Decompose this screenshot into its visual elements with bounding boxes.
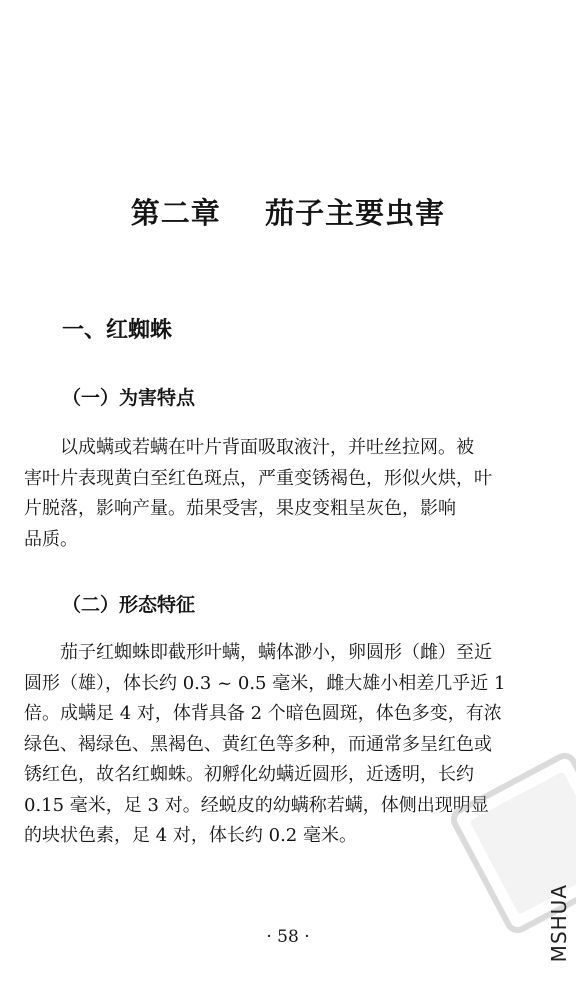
page-number: · 58 · bbox=[266, 927, 310, 947]
subsection-heading-morphology: （二）形态特征 bbox=[62, 594, 196, 616]
section-heading: 一、红蜘蛛 bbox=[62, 318, 173, 343]
paragraph-damage bbox=[24, 433, 504, 555]
paragraph-line: 0.15 毫米，足 3 对。经蜕皮的幼螨称若螨，体侧出现明显 bbox=[24, 794, 489, 816]
chapter-title: 第二章 茄子主要虫害 bbox=[130, 196, 446, 230]
paragraph-morphology bbox=[24, 638, 504, 852]
watermark-text: MSHUA bbox=[547, 884, 571, 963]
subsection-heading-damage: （一）为害特点 bbox=[62, 387, 196, 409]
paragraph-line: 绿色、褐绿色、黑褐色、黄红色等多种，而通常多呈红色或 bbox=[24, 733, 492, 755]
paragraph-line: 锈红色，故名红蜘蛛。初孵化幼螨近圆形，近透明，长约 bbox=[24, 764, 474, 785]
paragraph-line: 倍。成螨足 4 对，体背具备 2 个暗色圆斑，体色多变，有浓 bbox=[24, 703, 502, 724]
paragraph-line: 以成螨或若螨在叶片背面吸取液汁，并吐丝拉网。被 bbox=[60, 437, 474, 458]
paragraph-line: 片脱落，影响产量。茄果受害，果皮变粗呈灰色，影响 bbox=[24, 498, 456, 519]
paragraph-line: 害叶片表现黄白至红色斑点，严重变锈褐色，形似火烘，叶 bbox=[24, 467, 492, 489]
paragraph-line: 圆形（雄），体长约 0.3 ~ 0.5 毫米，雌大雄小相差几乎近 1 bbox=[24, 672, 506, 694]
paragraph-line: 茄子红蜘蛛即截形叶螨，螨体渺小，卵圆形（雌）至近 bbox=[60, 642, 492, 663]
paragraph-line: 品质。 bbox=[24, 528, 78, 550]
paragraph-line: 的块状色素，足 4 对，体长约 0.2 毫米。 bbox=[24, 825, 357, 846]
